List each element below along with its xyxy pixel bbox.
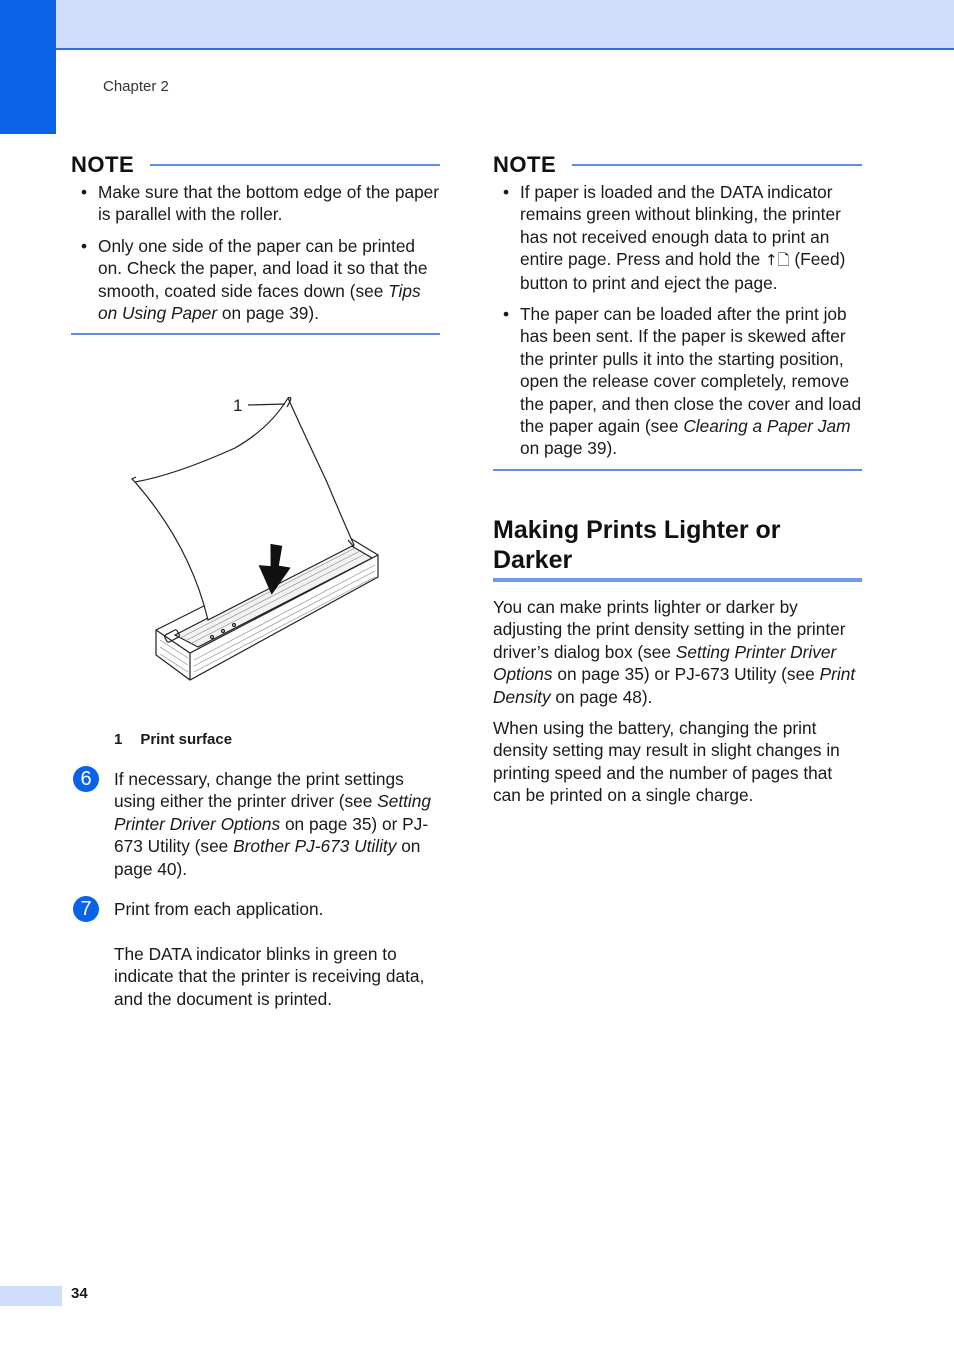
callout-label: 1	[233, 396, 243, 415]
cross-reference-link[interactable]: Print Density	[493, 664, 856, 707]
left-note	[71, 153, 440, 335]
chapter-label: Chapter 2	[103, 78, 169, 95]
list-item: • If paper is loaded and the DATA indicator remains green without blinking, the printer has not received enough data to print an entire page. Press and hold the ↑🗋 (Feed) button to print and eject the page.	[493, 181, 862, 294]
note-bottom-rule	[493, 469, 862, 471]
section-paragraph-2: When using the battery, changing the print density setting may result in slight changes in printing speed and the number of pages that can be printed on a single charge.	[493, 718, 840, 806]
caption-text: Print surface	[140, 731, 233, 748]
note-header	[493, 153, 862, 177]
feed-button-icon: ↑🗋	[764, 251, 790, 270]
step-text: Print from each application.	[114, 899, 324, 919]
list-item: • Make sure that the bottom edge of the paper is parallel with the roller.	[71, 181, 440, 226]
section-paragraph-1: You can make prints lighter or darker by adjusting the print density setting in the printer driver’s dialog box (see Setting Printer Driver Options on page 35) or PJ-673 Utility (see Print Density on page 48).	[493, 597, 856, 707]
footer-band	[0, 1286, 62, 1306]
note-rule	[572, 164, 862, 166]
note-list	[71, 181, 440, 324]
printer-illustration	[120, 385, 400, 700]
note-header	[71, 153, 440, 177]
note-bottom-rule	[71, 333, 440, 335]
page-number: 34	[71, 1285, 88, 1302]
header-band	[0, 0, 954, 50]
cross-reference-link[interactable]: Clearing a Paper Jam	[683, 416, 851, 437]
step-followup-text: The DATA indicator blinks in green to indicate that the printer is receiving data, and the document is printed.	[114, 944, 425, 1009]
step-text: If necessary, change the print settings using either the printer driver (see Setting Printer Driver Options on page 35) or PJ-673 Utility (see Brother PJ-673 Utility on page 40).	[114, 769, 431, 879]
heading-rule	[493, 578, 862, 582]
chapter-tab	[0, 0, 56, 134]
cross-reference-link[interactable]: Brother PJ-673 Utility	[233, 836, 397, 857]
cross-reference-link[interactable]: Setting Printer Driver Options	[114, 791, 431, 834]
list-item: • Only one side of the paper can be printed on. Check the paper, and load it so that the smooth, coated side faces down (see Tips on Using Paper on page 39).	[71, 235, 440, 325]
figure-caption	[114, 731, 232, 748]
cross-reference-link[interactable]: Tips on Using Paper	[98, 280, 421, 324]
step-number-badge: 7	[73, 896, 99, 922]
right-note	[493, 153, 862, 471]
caption-number: 1	[114, 731, 123, 748]
list-item: • The paper can be loaded after the print job has been sent. If the paper is skewed after the printer pulls it into the starting position, open the release cover completely, remove the paper, and then close the cover and load the paper again (see Clearing a Paper Jam on page 39).	[493, 303, 862, 460]
cross-reference-link[interactable]: Setting Printer Driver Options	[493, 641, 837, 685]
note-rule	[150, 164, 440, 166]
section-heading: Making Prints Lighter or Darker	[493, 516, 781, 574]
step-number-badge: 6	[73, 766, 99, 792]
note-title: NOTE	[493, 152, 557, 177]
note-title: NOTE	[71, 152, 135, 177]
note-list	[493, 181, 862, 460]
